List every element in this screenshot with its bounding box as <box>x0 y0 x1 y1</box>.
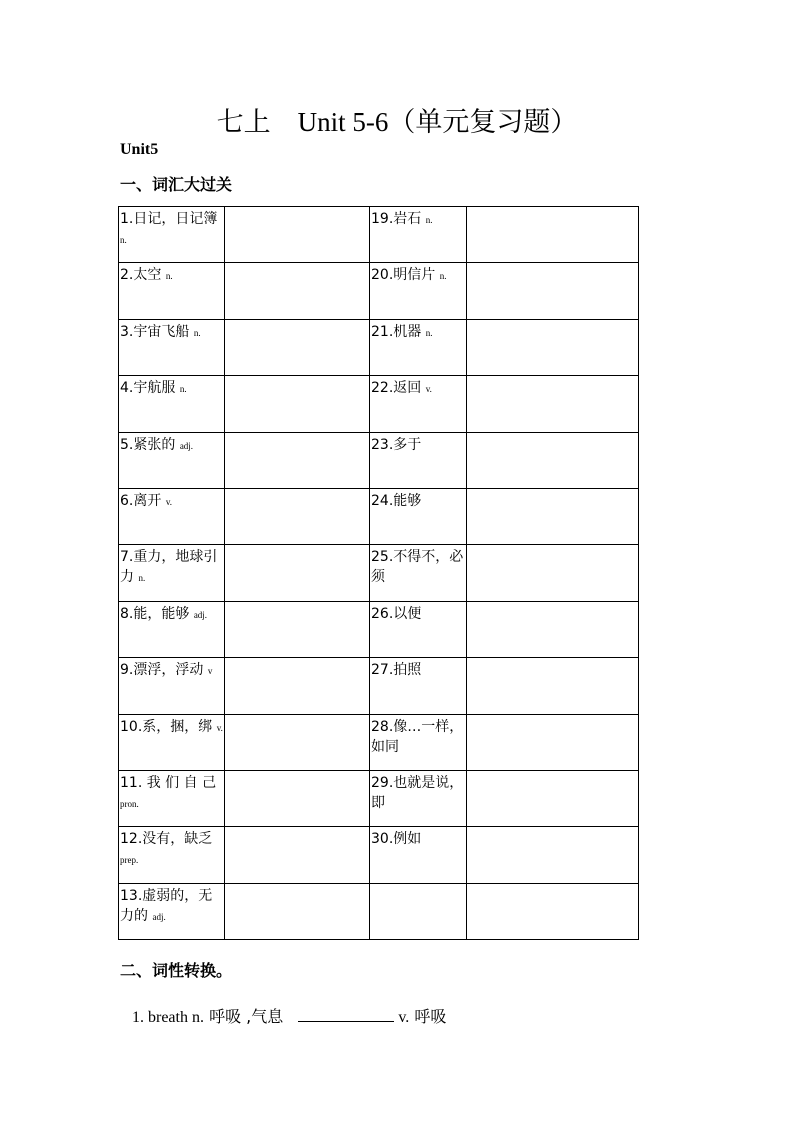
vocab-answer-cell[interactable] <box>225 376 370 432</box>
answer-blank[interactable] <box>298 1007 394 1022</box>
vocab-answer-cell[interactable] <box>225 545 370 601</box>
vocab-meaning: 5.紧张的 <box>120 436 176 453</box>
vocab-answer-cell[interactable] <box>467 319 639 375</box>
vocab-part-of-speech: v. <box>165 496 172 507</box>
vocab-prompt-cell <box>119 770 225 826</box>
vocab-prompt-cell <box>370 488 467 544</box>
vocab-prompt-cell <box>370 658 467 714</box>
word-form-question <box>132 1004 446 1027</box>
vocab-answer-cell[interactable] <box>467 714 639 770</box>
vocab-part-of-speech: pron. <box>120 798 139 809</box>
vocab-answer-cell[interactable] <box>225 488 370 544</box>
section-heading-word-forms: 二、词性转换。 <box>120 961 233 980</box>
vocab-prompt-cell <box>370 770 467 826</box>
vocab-prompt-cell <box>119 883 225 939</box>
vocab-answer-cell[interactable] <box>225 601 370 657</box>
table-row <box>119 714 639 770</box>
table-row <box>119 770 639 826</box>
vocab-prompt-cell <box>119 545 225 601</box>
vocab-answer-cell[interactable] <box>225 207 370 263</box>
vocab-prompt-cell <box>119 432 225 488</box>
vocab-answer-cell[interactable] <box>225 883 370 939</box>
vocab-meaning: 7.重力，地球引力 <box>120 549 218 586</box>
vocab-answer-cell[interactable] <box>225 319 370 375</box>
vocab-part-of-speech: v. <box>425 384 432 395</box>
vocab-part-of-speech: n. <box>439 271 447 282</box>
vocab-part-of-speech: prep. <box>120 855 139 866</box>
table-row <box>119 432 639 488</box>
vocab-part-of-speech: n. <box>138 573 146 584</box>
question-suffix-meaning: 呼吸 <box>409 1007 447 1026</box>
vocab-meaning: 10.系，捆，绑 <box>120 718 213 735</box>
vocab-meaning: 22.返回 <box>371 380 422 397</box>
vocab-part-of-speech: n. <box>193 327 201 338</box>
question-prefix: 1. breath n. <box>132 1009 204 1026</box>
vocab-part-of-speech: n. <box>425 215 433 225</box>
vocab-answer-cell[interactable] <box>467 770 639 826</box>
vocab-answer-cell[interactable] <box>467 827 639 883</box>
vocab-prompt-cell <box>119 263 225 319</box>
vocab-prompt-cell <box>370 601 467 657</box>
vocab-prompt-cell <box>370 432 467 488</box>
table-row <box>119 376 639 432</box>
vocab-answer-cell[interactable] <box>467 207 639 263</box>
vocab-prompt-cell <box>370 883 467 939</box>
vocab-answer-cell[interactable] <box>225 770 370 826</box>
vocab-answer-cell[interactable] <box>467 488 639 544</box>
vocabulary-table <box>118 206 639 940</box>
vocab-meaning: 21.机器 <box>371 323 422 340</box>
table-row <box>119 488 639 544</box>
vocab-answer-cell[interactable] <box>467 376 639 432</box>
vocab-answer-cell[interactable] <box>225 263 370 319</box>
table-row <box>119 883 639 939</box>
table-row <box>119 601 639 657</box>
vocab-prompt-cell <box>119 376 225 432</box>
vocab-meaning: 30.例如 <box>371 831 422 848</box>
vocab-answer-cell[interactable] <box>225 658 370 714</box>
vocab-prompt-cell <box>119 601 225 657</box>
unit-heading: Unit5 <box>120 141 159 158</box>
vocab-answer-cell[interactable] <box>467 545 639 601</box>
vocab-answer-cell[interactable] <box>467 263 639 319</box>
table-row <box>119 545 639 601</box>
vocab-prompt-cell <box>119 488 225 544</box>
vocab-answer-cell[interactable] <box>225 827 370 883</box>
vocab-part-of-speech: v <box>207 666 213 677</box>
vocab-meaning: 25.不得不，必须 <box>371 549 464 586</box>
vocab-part-of-speech: n. <box>120 235 127 245</box>
vocab-prompt-cell <box>119 207 225 263</box>
vocab-meaning: 1.日记，日记簿 <box>120 211 218 227</box>
vocab-part-of-speech: adj. <box>193 609 208 620</box>
vocab-prompt-cell <box>370 263 467 319</box>
vocab-prompt-cell <box>119 319 225 375</box>
vocab-part-of-speech: adj. <box>179 440 194 451</box>
vocab-meaning: 3.宇宙飞船 <box>120 323 190 340</box>
vocab-part-of-speech: v. <box>216 722 223 733</box>
vocab-part-of-speech: n. <box>165 271 173 282</box>
table-row <box>119 207 639 263</box>
vocab-part-of-speech: n. <box>179 384 187 395</box>
vocab-meaning: 6.离开 <box>120 492 162 509</box>
vocab-meaning: 19.岩石 <box>371 211 422 227</box>
vocab-answer-cell[interactable] <box>225 714 370 770</box>
vocab-meaning: 24.能够 <box>371 492 422 509</box>
vocab-meaning: 12.没有，缺乏 <box>120 831 213 848</box>
vocab-meaning: 23.多于 <box>371 436 422 453</box>
table-row <box>119 658 639 714</box>
vocab-meaning: 9.漂浮，浮动 <box>120 662 204 679</box>
vocab-meaning: 4.宇航服 <box>120 380 176 397</box>
vocab-meaning: 27.拍照 <box>371 662 422 679</box>
vocab-prompt-cell <box>370 376 467 432</box>
question-suffix-pos: v. <box>398 1009 410 1026</box>
vocab-prompt-cell <box>370 319 467 375</box>
vocab-prompt-cell <box>370 827 467 883</box>
vocab-meaning: 28.像…一样，如同 <box>371 718 464 755</box>
vocab-prompt-cell <box>119 827 225 883</box>
vocab-meaning: 13.虚弱的，无力的 <box>120 887 213 924</box>
vocab-prompt-cell <box>119 714 225 770</box>
vocab-part-of-speech: adj. <box>152 911 166 922</box>
vocab-prompt-cell <box>370 207 467 263</box>
vocab-answer-cell[interactable] <box>467 601 639 657</box>
vocab-answer-cell[interactable] <box>467 658 639 714</box>
vocab-meaning: 8.能，能够 <box>120 605 190 622</box>
vocab-meaning: 26.以便 <box>371 605 422 622</box>
vocab-prompt-cell <box>370 714 467 770</box>
table-row <box>119 319 639 375</box>
vocab-answer-cell[interactable] <box>467 883 639 939</box>
vocab-meaning: 2.太空 <box>120 267 162 284</box>
vocab-answer-cell[interactable] <box>225 432 370 488</box>
table-row <box>119 263 639 319</box>
table-row <box>119 827 639 883</box>
section-heading-vocabulary: 一、词汇大过关 <box>120 175 233 194</box>
vocab-meaning: 29.也就是说，即 <box>371 774 464 811</box>
question-meaning: 呼吸 ,气息 <box>203 1007 289 1026</box>
vocab-meaning: 11. 我 们 自 己 <box>120 774 217 791</box>
vocab-prompt-cell <box>370 545 467 601</box>
vocab-meaning: 20.明信片 <box>371 267 436 284</box>
page-title: 七上 Unit 5-6（单元复习题） <box>216 107 578 137</box>
vocab-part-of-speech: n. <box>425 327 433 338</box>
vocab-answer-cell[interactable] <box>467 432 639 488</box>
vocab-prompt-cell <box>119 658 225 714</box>
